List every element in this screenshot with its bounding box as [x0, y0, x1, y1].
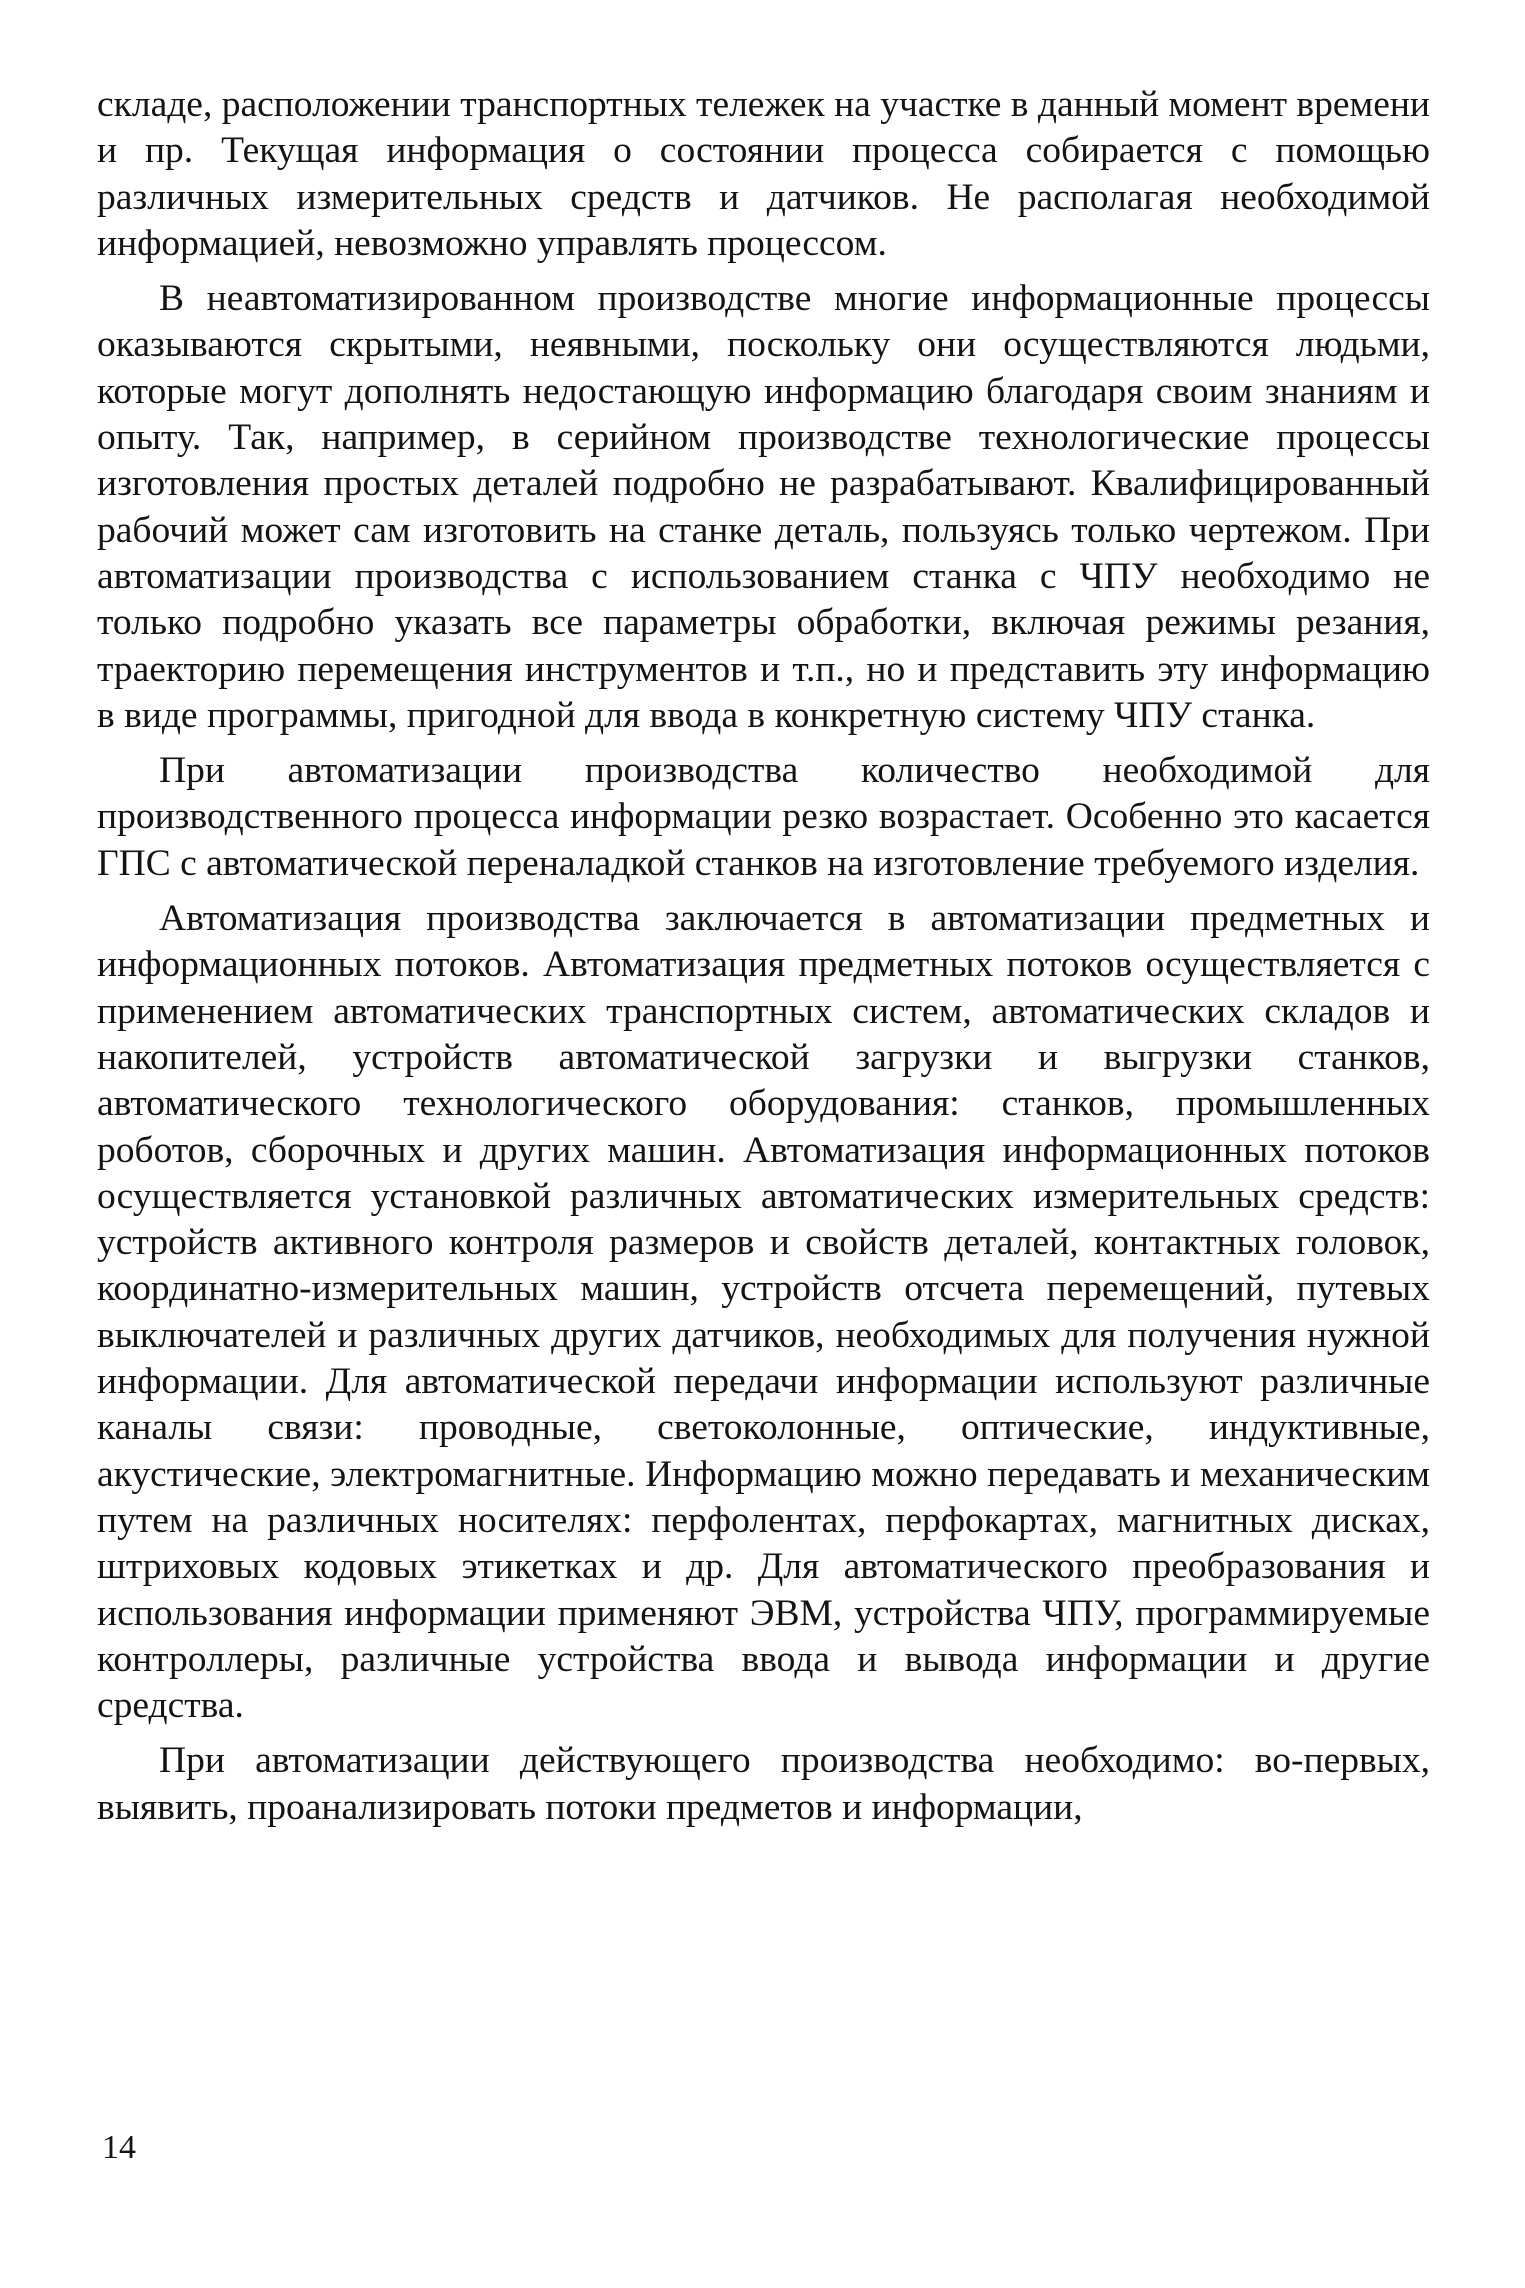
- body-text: [97, 82, 1430, 1831]
- paragraph-informational-processes: В неавтоматизированном производстве многие информационные процессы оказываются скрытыми, неявными, поскольку они осуществляются людьми, которые могут дополнять недостающую информацию благодаря своим знаниям и опыту. Так, например, в серийном производстве технологические процессы изготовления простых деталей подробно не разрабатывают. Квалифицированный рабочий может сам изготовить на станке деталь, пользуясь только чертежом. При автоматизации производства с использованием станка с ЧПУ необходимо не только подробно указать все параметры обработки, включая режимы резания, траекторию перемещения инструментов и т.п., но и представить эту информацию в виде программы, пригодной для ввода в конкретную систему ЧПУ станка.: [97, 278, 1430, 736]
- paragraph-information-growth: При автоматизации производства количество необходимой для производственного процесса информации резко возрастает. Особенно это касается ГПС с автоматической переналадкой станков на изготовление требуемого изделия.: [97, 750, 1430, 884]
- paragraph-automation-flows: Автоматизация производства заключается в автоматизации предметных и информационных потоков. Автоматизация предметных потоков осуществляется с применением автоматических транспортных систем, автоматических складов и накопителей, устройств автоматической загрузки и выгрузки станков, автоматического технологического оборудования: станков, промышленных роботов, сборочных и других машин. Автоматизация информационных потоков осуществляется установкой различных автоматических измерительных средств: устройств активного контроля размеров и свойств деталей, контактных головок, координатно-измерительных машин, устройств отсчета перемещений, путевых выключателей и различных других датчиков, необходимых для получения нужной информации. Для автоматической передачи информации используют различные каналы связи: проводные, светоколонные, оптические, индуктивные, акустические, электромагнитные. Информацию можно передавать и механическим путем на различных носителях: перфолентах, перфокартах, магнитных дисках, штриховых кодовых этикетках и др. Для автоматического преобразования и использования информации применяют ЭВМ, устройства ЧПУ, программируемые контроллеры, различные устройства ввода и вывода информации и другие средства.: [97, 898, 1430, 1727]
- paragraph-continuation: складе, расположении транспортных тележек на участке в данный момент времени и пр. Текущая информация о состоянии процесса собирается с помощью различных измерительных средств и датчиков. Не располагая необходимой информацией, невозможно управлять процессом.: [97, 84, 1430, 264]
- paragraph-automation-steps: При автоматизации действующего производства необходимо: во-первых, выявить, проанализировать потоки предметов и информации,: [97, 1740, 1430, 1828]
- page-number: 14: [102, 2129, 136, 2166]
